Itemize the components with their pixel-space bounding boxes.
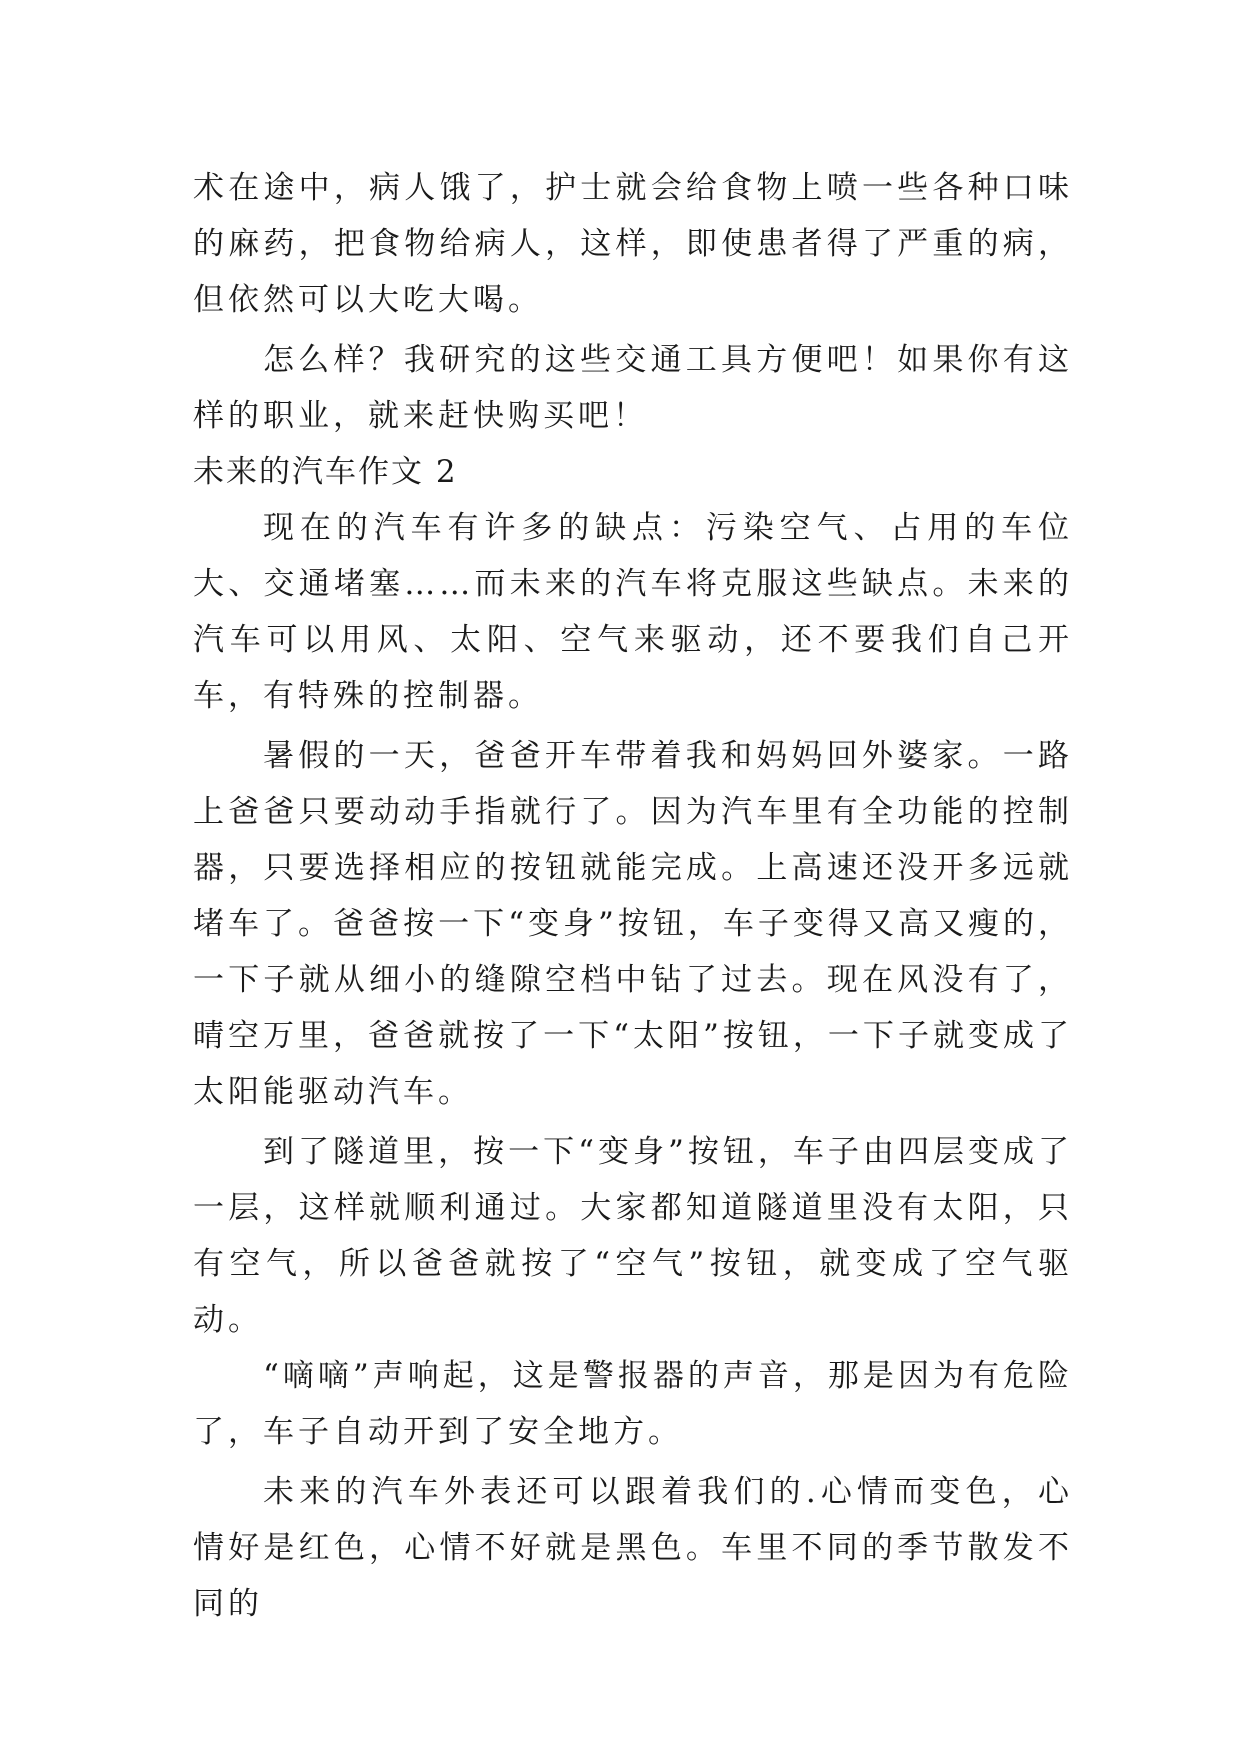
paragraph-closing: 怎么样？我研究的这些交通工具方便吧！如果你有这样的职业，就来赶快购买吧！ (193, 342, 1073, 434)
document-page (193, 160, 1073, 1632)
section-title: 未来的汽车作文 2 (193, 454, 458, 490)
paragraph-intro: 现在的汽车有许多的缺点：污染空气、占用的车位大、交通堵塞……而未来的汽车将克服这些缺点。未来的汽车可以用风、太阳、空气来驱动，还不要我们自己开车，有特殊的控制器。 (193, 510, 1073, 714)
paragraph-continuation: 术在途中，病人饿了，护士就会给食物上喷一些各种口味的麻药，把食物给病人，这样，即使患者得了严重的病，但依然可以大吃大喝。 (193, 170, 1073, 318)
paragraph-tunnel: 到了隧道里，按一下“变身”按钮，车子由四层变成了一层，这样就顺利通过。大家都知道隧道里没有太阳，只有空气，所以爸爸就按了“空气”按钮，就变成了空气驱动。 (193, 1134, 1073, 1338)
paragraph-color-change: 未来的汽车外表还可以跟着我们的.心情而变色，心情好是红色，心情不好就是黑色。车里不同的季节散发不同的 (193, 1474, 1073, 1622)
paragraph-summer-trip: 暑假的一天，爸爸开车带着我和妈妈回外婆家。一路上爸爸只要动动手指就行了。因为汽车里有全功能的控制器，只要选择相应的按钮就能完成。上高速还没开多远就堵车了。爸爸按一下“变身”按钮，车子变得又高又瘦的，一下子就从细小的缝隙空档中钻了过去。现在风没有了，晴空万里，爸爸就按了一下“太阳”按钮，一下子就变成了太阳能驱动汽车。 (193, 738, 1073, 1110)
paragraph-alarm: “嘀嘀”声响起，这是警报器的声音，那是因为有危险了，车子自动开到了安全地方。 (193, 1358, 1073, 1450)
